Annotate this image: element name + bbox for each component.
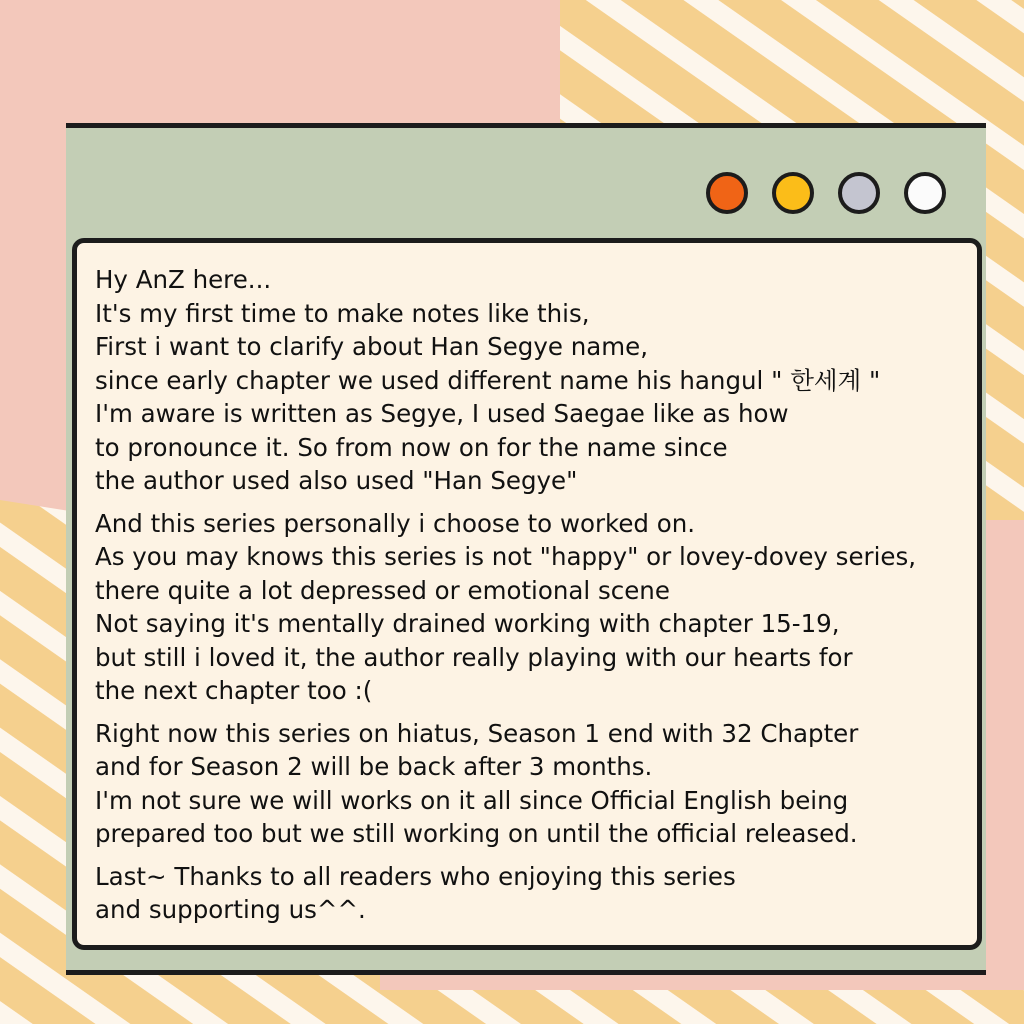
- window-controls: [706, 172, 946, 214]
- note-line: and supporting us^^.: [95, 895, 366, 924]
- note-line: Right now this series on hiatus, Season 1 end with 32 Chapter: [95, 718, 859, 748]
- note-line: Last~ Thanks to all readers who enjoying this series: [95, 861, 736, 891]
- orange-dot-icon[interactable]: [706, 172, 748, 214]
- note-line: prepared too but we still working on until the official released.: [95, 819, 858, 848]
- note-line: to pronounce it. So from now on for the name since: [95, 432, 728, 462]
- note-line: It's my first time to make notes like this,: [95, 298, 590, 328]
- note-line: First i want to clarify about Han Segye name,: [95, 332, 648, 361]
- white-dot-icon[interactable]: [904, 172, 946, 214]
- note-line: since early chapter we used different name his hangul " 한세계 ": [95, 365, 881, 395]
- note-paragraph-3: [95, 717, 977, 851]
- note-line: I'm aware is written as Segye, I used Saegae like as how: [95, 399, 789, 428]
- note-line: Hy AnZ here...: [95, 265, 272, 294]
- note-line: and for Season 2 will be back after 3 months.: [95, 752, 653, 781]
- gray-dot-icon[interactable]: [838, 172, 880, 214]
- note-paragraph-2: [95, 507, 977, 708]
- yellow-dot-icon[interactable]: [772, 172, 814, 214]
- note-line: the author used also used "Han Segye": [95, 466, 578, 495]
- note-line: but still i loved it, the author really playing with our hearts for: [95, 642, 853, 672]
- note-line: the next chapter too :(: [95, 676, 373, 705]
- note-line: Not saying it's mentally drained working with chapter 15-19,: [95, 609, 840, 638]
- note-line: And this series personally i choose to worked on.: [95, 508, 696, 538]
- note-line: I'm not sure we will works on it all since Official English being: [95, 785, 849, 815]
- note-paragraph-4: [95, 860, 977, 927]
- note-paragraph-1: [95, 263, 977, 498]
- note-line: As you may knows this series is not "happy" or lovey-dovey series,: [95, 542, 917, 571]
- note-line: there quite a lot depressed or emotional scene: [95, 575, 670, 605]
- note-panel: [72, 238, 982, 950]
